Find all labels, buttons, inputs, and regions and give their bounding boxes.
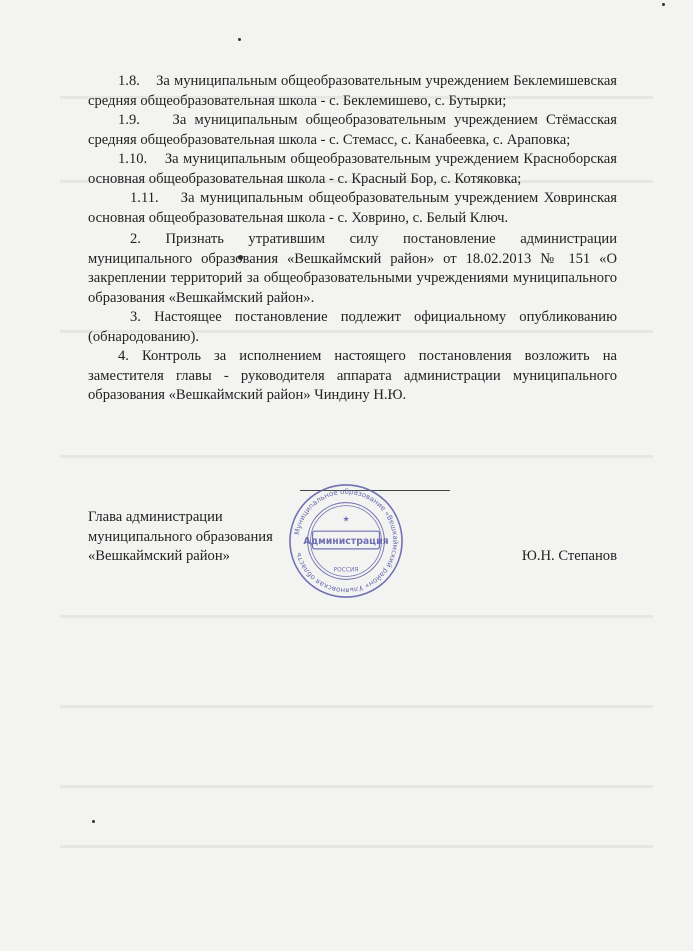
paragraph-number: 4. — [118, 348, 129, 364]
signature-title-line-2: муниципального образования — [88, 528, 273, 545]
paragraph-number: 1.8. — [118, 73, 140, 89]
paragraph-text: Настоящее постановление подлежит официальному опубликованию (обнародованию). — [88, 309, 617, 345]
paragraph-1-8 — [88, 72, 617, 111]
paragraph-4 — [88, 347, 617, 406]
signatory-name: Ю.Н. Степанов — [521, 548, 617, 564]
paragraph-3 — [88, 308, 617, 347]
star-icon: ★ — [342, 514, 350, 524]
paragraph-2 — [88, 230, 617, 308]
paragraph-text: За муниципальным общеобразовательным учреждением Красноборская основная общеобразовательная школа - с. Красный Бор, с. Котяковка; — [88, 151, 617, 187]
paragraph-number: 2. — [130, 231, 141, 247]
paragraph-1-10 — [88, 150, 617, 189]
signature-title-line-3: «Вешкаймский район» — [88, 548, 230, 564]
paragraph-number: 3. — [130, 309, 141, 325]
paragraph-number: 1.10. — [118, 151, 148, 167]
paragraph-number: 1.11. — [130, 190, 159, 206]
paragraph-text: За муниципальным общеобразовательным учреждением Беклемишевская средняя общеобразовательная школа - с. Беклемишево, с. Бутырки; — [88, 73, 618, 109]
paragraph-text: Контроль за исполнением настоящего постановления возложить на заместителя главы - руководителя аппарата администрации муниципального образования «Вешкаймский район» Чиндину Н.Ю. — [88, 348, 617, 403]
signature-title-line-1: Глава администрации — [88, 509, 223, 525]
paragraph-number: 1.9. — [118, 112, 140, 128]
paragraph-text: За муниципальным общеобразовательным учреждением Ховринская основная общеобразовательная школа - с. Ховрино, с. Белый Ключ. — [88, 190, 618, 226]
document-body — [88, 72, 617, 406]
seal-bottom-text: РОССИЯ — [333, 567, 359, 574]
seal-center-text: Администрация — [303, 535, 389, 547]
paragraph-1-11 — [88, 189, 617, 228]
paragraph-text: Признать утратившим силу постановление администрации муниципального образования «Вешкаймский район» от 18.02.2013 № 151 «О закреплении территорий за общеобразовательными учреждениями муниципального образования «Вешкаймский район». — [88, 231, 618, 306]
seal-outer-text: Муниципальное образование «Вешкаймский район» Ульяновская область — [292, 486, 401, 596]
official-seal-stamp — [287, 482, 405, 600]
paragraph-1-9 — [88, 111, 617, 150]
paragraph-text: За муниципальным общеобразовательным учреждением Стёмасская средняя общеобразовательная школа - с. Стемасс, с. Канабеевка, с. Араповка; — [88, 112, 617, 148]
